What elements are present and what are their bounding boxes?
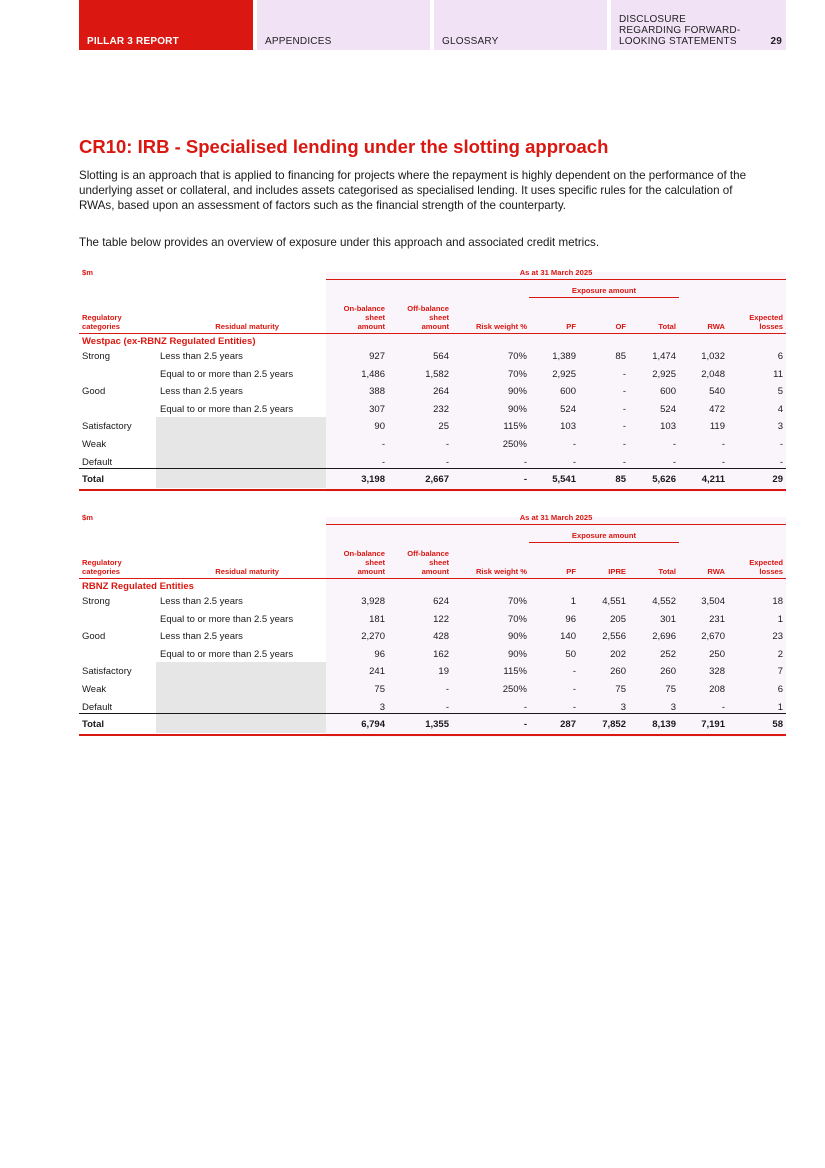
table-cell: 1,582 [425,368,449,380]
table-cell: 162 [433,648,449,660]
column-header: On-balance sheet amount [343,304,385,331]
table-bottom-rule [79,734,786,736]
column-header: PF [566,322,576,331]
regulatory-category: Good [82,386,106,398]
column-header: Expected losses [749,558,783,576]
table-cell: 11 [773,368,783,380]
table-cell: 540 [709,386,725,398]
table-cell: - [572,701,576,713]
table-cell: 90% [507,648,527,660]
table-cell: - [721,439,725,450]
empty-maturity-cell [156,715,326,733]
residual-maturity: Equal to or more than 2.5 years [160,648,294,660]
table-cell: - [572,666,576,678]
table-cell: 115% [503,421,527,433]
table-cell: - [445,701,449,713]
regulatory-category: Strong [82,351,110,362]
table-cell: 208 [709,684,725,695]
table-cell: 119 [709,421,725,433]
table-cell: 564 [433,351,449,362]
total-cell: 4,211 [701,474,725,486]
table-cell: 600 [560,386,576,398]
tab-label: PILLAR 3 REPORT [87,36,179,47]
table-cell: 1,032 [701,351,725,362]
table-cell: - [721,456,725,468]
tab-label: DISCLOSURE REGARDING FORWARD- LOOKING STATEMENTS [619,14,741,47]
total-rule [79,713,786,714]
table-cell: 2,696 [652,631,676,643]
table-cell: 428 [433,631,449,643]
table-cell: - [622,403,626,415]
tab-pillar-3-report[interactable] [79,0,253,50]
column-header: Regulatory categories [82,313,122,331]
table-cell: 5 [777,386,783,398]
regulatory-category: Default [82,456,113,468]
table-cell: 90% [507,631,527,643]
table-cell: 231 [709,613,725,625]
residual-maturity: Less than 2.5 years [160,386,243,398]
table-cell: 524 [660,403,676,415]
total-cell: - [523,719,527,731]
total-cell: 1,355 [425,719,449,731]
table-cell: 4 [777,403,783,415]
table-cell: 260 [660,666,676,678]
table-cell: 103 [660,421,676,433]
column-header: RWA [707,322,725,331]
total-rule [79,468,786,469]
residual-maturity: Less than 2.5 years [160,631,243,643]
tab-glossary[interactable] [434,0,607,50]
table-cell: 75 [374,684,385,695]
table-cell: 2,925 [552,368,576,380]
residual-maturity: Less than 2.5 years [160,351,243,362]
header-rule [79,333,786,334]
total-cell: 8,139 [652,719,676,731]
exposure-rule [529,297,679,298]
total-cell: 85 [615,474,626,486]
table-cell: 140 [560,631,576,643]
table-cell: 1 [777,701,783,713]
table-cell: 103 [560,421,576,433]
table-cell: 70% [507,613,527,625]
table-cell: 6 [777,351,783,362]
empty-maturity-cell [156,470,326,488]
column-header: Expected losses [749,313,783,331]
total-label: Total [82,474,104,486]
regulatory-category: Weak [82,439,107,450]
period-label: As at 31 March 2025 [519,268,593,277]
table-cell: 205 [610,613,626,625]
header-rule [79,578,786,579]
column-header: Total [658,322,676,331]
table-cell: 250% [502,439,527,450]
residual-maturity: Equal to or more than 2.5 years [160,368,294,380]
intro-paragraph-2: The table below provides an overview of exposure under this approach and associated credit metrics. [79,236,600,249]
table-cell: 1 [570,596,576,607]
period-label: As at 31 March 2025 [519,513,593,522]
table-cell: 75 [665,684,676,695]
table-cell: 50 [565,648,576,660]
table-cell: 85 [615,351,626,362]
table-cell: 202 [610,648,626,660]
table-cell: - [572,439,576,450]
table-cell: - [622,421,626,433]
table-cell: 4,552 [652,596,676,607]
table-cell: 250% [502,684,527,695]
table-cell: - [622,456,626,468]
table-cell: - [779,456,783,468]
table-cell: 18 [772,596,783,607]
total-label: Total [82,719,104,731]
table-cell: 524 [560,403,576,415]
residual-maturity: Equal to or more than 2.5 years [160,613,294,625]
total-cell: 7,191 [701,719,725,731]
tab-label: GLOSSARY [442,36,499,47]
table-cell: 90 [374,421,385,433]
regulatory-category: Satisfactory [82,666,132,678]
table-cell: - [672,439,676,450]
table-cell: 75 [615,684,626,695]
table-cell: - [523,701,527,713]
residual-maturity: Less than 2.5 years [160,596,243,607]
table-cell: 90% [507,403,527,415]
exposure-group-label: Exposure amount [571,531,637,540]
column-header: Risk weight % [475,322,527,331]
table-cell: - [622,386,626,398]
tab-forward-looking-statements[interactable] [611,0,786,50]
table-cell: 122 [433,613,449,625]
empty-maturity-cell [156,417,326,435]
table-cell: - [622,368,626,380]
table-cell: 70% [507,596,527,607]
regulatory-category: Strong [82,596,110,607]
table-cell: 2,048 [701,368,725,380]
total-cell: 5,626 [652,474,676,486]
table-cell: - [381,439,385,450]
table-cell: 7 [777,666,783,678]
table-cell: 3 [379,701,385,713]
table-cell: 6 [777,684,783,695]
table-cell: 241 [369,666,385,678]
table-cell: 301 [660,613,676,625]
table-cell: 2,270 [361,631,385,643]
section-label: RBNZ Regulated Entities [82,581,194,592]
column-header: Off-balance sheet amount [407,549,449,576]
table-cell: 927 [369,351,385,362]
table-cell: 1,474 [652,351,676,362]
table-cell: 3 [620,701,626,713]
table-cell: - [445,684,449,695]
column-header: Off-balance sheet amount [407,304,449,331]
column-header: Total [658,567,676,576]
page-title: CR10: IRB - Specialised lending under the slotting approach [79,136,609,157]
table-cell: 2 [777,648,783,660]
table-cell: 1,389 [552,351,576,362]
table-cell: 23 [772,631,783,643]
intro-paragraph: Slotting is an approach that is applied to financing for projects where the repayment is highly dependent on the performance of the underlying asset or collateral, and includes assets categorised as specialised lending. It uses specific rules for the calculation of RWAs, based upon an assessment of factors such as the financial strength of the counterparty. [79,169,747,212]
table-cell: 624 [433,596,449,607]
total-cell: 7,852 [602,719,626,731]
regulatory-category: Weak [82,684,107,695]
period-rule [326,279,786,280]
table-cell: 472 [709,403,725,415]
column-header: RWA [707,567,725,576]
total-cell: 6,794 [361,719,385,731]
total-cell: 3,198 [361,474,385,486]
tab-appendices[interactable] [257,0,430,50]
table-cell: 3 [670,701,676,713]
period-rule [326,524,786,525]
table-cell: 4,551 [602,596,626,607]
table-cell: - [381,456,385,468]
table-cell: - [779,439,783,450]
table-cell: 1 [777,613,783,625]
table-cell: 307 [369,403,385,415]
total-cell: - [523,474,527,486]
table-cell: 70% [507,351,527,362]
column-header: Regulatory categories [82,558,122,576]
table-cell: 19 [438,666,449,678]
table-cell: 232 [433,403,449,415]
table-cell: - [721,701,725,713]
column-header: Risk weight % [475,567,527,576]
table-cell: 2,670 [701,631,725,643]
table-cell: 3,504 [701,596,725,607]
top-nav [79,0,786,50]
empty-maturity-cell [156,435,326,453]
table-cell: 388 [369,386,385,398]
column-header: Residual maturity [215,567,279,576]
regulatory-category: Satisfactory [82,421,132,433]
section-label: Westpac (ex-RBNZ Regulated Entities) [82,336,256,347]
table-cell: - [622,439,626,450]
column-header: PF [566,567,576,576]
column-header: OF [615,322,626,331]
table-cell: 25 [438,421,449,433]
column-header: On-balance sheet amount [343,549,385,576]
exposure-rule [529,542,679,543]
table-cell: 250 [709,648,725,660]
table-cell: 252 [660,648,676,660]
unit-label: $m [82,268,93,277]
table-bottom-rule [79,489,786,491]
regulatory-category: Good [82,631,106,643]
total-cell: 58 [772,719,783,731]
table-cell: 70% [507,368,527,380]
table-cell: 181 [369,613,385,625]
table-cell: 264 [433,386,449,398]
column-header: Residual maturity [215,322,279,331]
empty-maturity-cell [156,680,326,698]
total-cell: 29 [772,474,783,486]
table-cell: 90% [507,386,527,398]
table-cell: - [572,684,576,695]
exposure-group-label: Exposure amount [571,286,637,295]
table-cell: 328 [709,666,725,678]
table-cell: 115% [503,666,527,678]
table-cell: 96 [374,648,385,660]
table-cell: 260 [610,666,626,678]
table-cell: 2,556 [602,631,626,643]
table-cell: 3,928 [361,596,385,607]
table-cell: 3 [777,421,783,433]
table-cell: - [445,456,449,468]
residual-maturity: Equal to or more than 2.5 years [160,403,294,415]
regulatory-category: Default [82,701,113,713]
table-cell: 96 [565,613,576,625]
table-cell: - [672,456,676,468]
table-cell: 600 [660,386,676,398]
tab-label: APPENDICES [265,36,332,47]
total-cell: 287 [560,719,576,731]
unit-label: $m [82,513,93,522]
table-cell: 2,925 [652,368,676,380]
empty-maturity-cell [156,662,326,680]
column-header: IPRE [608,567,626,576]
table-cell: - [572,456,576,468]
table-cell: 1,486 [361,368,385,380]
table-cell: - [523,456,527,468]
page-number: 29 [770,36,782,47]
table-cell: - [445,439,449,450]
total-cell: 5,541 [552,474,576,486]
total-cell: 2,667 [425,474,449,486]
